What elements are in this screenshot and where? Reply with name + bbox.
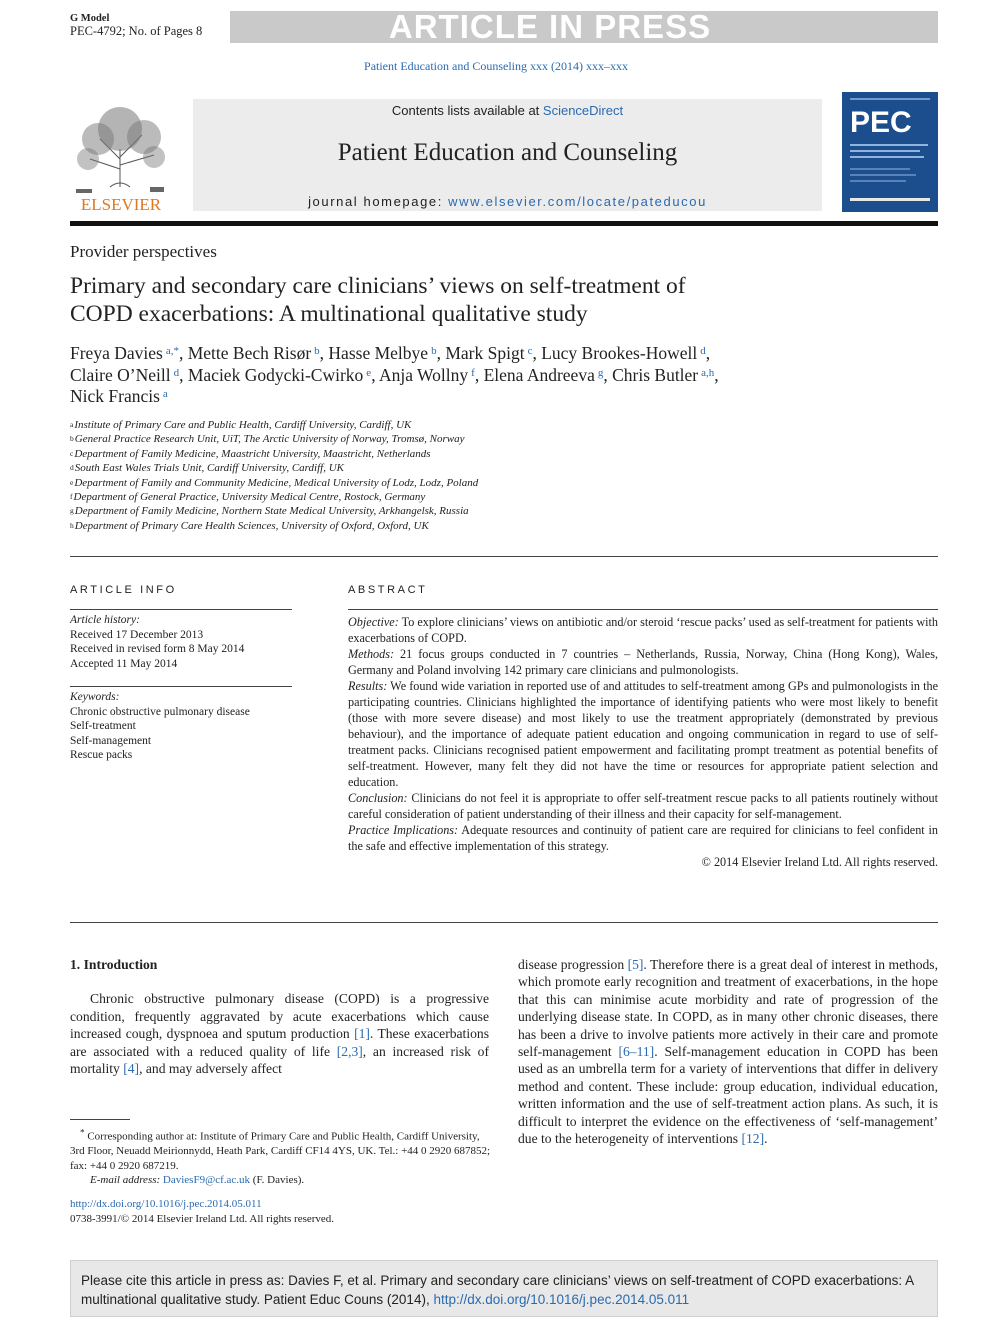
author-name: Claire O’Neill	[70, 364, 171, 385]
abstract-heading: ABSTRACT	[348, 584, 428, 596]
journal-reference: Patient Education and Counseling xxx (2014) xxx–xxx	[364, 59, 628, 73]
sciencedirect-link[interactable]: ScienceDirect	[542, 103, 624, 118]
author-affiliation-mark[interactable]: d	[173, 366, 180, 379]
cover-text-line	[850, 174, 916, 176]
elsevier-logo	[70, 99, 172, 213]
affiliation-list	[70, 418, 478, 533]
keyword: Self-treatment	[70, 720, 136, 732]
affiliation-text: General Practice Research Unit, UiT, The Arctic University of Norway, Tromsø, Norway	[74, 433, 465, 446]
footnote-star: *	[80, 1127, 85, 1137]
cover-text-line	[850, 144, 928, 146]
doi-block	[70, 1197, 334, 1227]
accepted-date: Accepted 11 May 2014	[70, 657, 178, 670]
section-label: Provider perspectives	[70, 242, 217, 261]
author-separator: ,	[714, 364, 719, 385]
body-text: . Self-management education in COPD has been used as an umbrella term for a variety of interventions that differ in delivery method and content. These include: group education, individual education, written information and the use of self-treatment action plans. As such, it is difficult to interpret the evidence on the effectiveness of ‘self-management’ due to the heterogeneity of interventions	[518, 1044, 938, 1147]
objective-label: Objective:	[348, 615, 399, 629]
affiliation-key: e	[70, 477, 74, 487]
affiliation	[70, 504, 478, 518]
author-separator: ,	[532, 343, 542, 363]
author-name: Hasse Melbye	[328, 343, 429, 363]
results-text: We found wide variation in reported use of and attitudes to self-treatment among GPs and pulmonologists in the participating countries. Clinicians highlighted the importance of identifying patients who were most likely to benefit (those with more severe disease) and most likely to use the treatment appropriately (demonstrated by previous behaviour), and the importance of adequate patient education and ongoing communication in regard to use of self-treatment packs. Clinicians recognised patient empowerment and facilitating prompt treatment as potential benefits of self-treatment. However, many felt they did not have the time or resources for appropriate patient selection and education.	[348, 679, 938, 789]
abstract-practice	[348, 822, 938, 854]
journal-title: Patient Education and Counseling	[337, 139, 678, 166]
cite-text: Please cite this article in press as: Davies F, et al. Primary and secondary care clinicians’ views on self-treatment of COPD exacerbations: A multinational qualitative study. Patient Educ Couns (2014),	[81, 1273, 914, 1307]
history-label: Article history:	[70, 614, 140, 626]
journal-cover	[842, 92, 938, 212]
body-text: , an increased risk of mortality	[70, 1043, 489, 1077]
practice-label: Practice Implications:	[348, 823, 459, 837]
affiliation-text: Department of General Practice, University Medical Centre, Rostock, Germany	[73, 491, 426, 504]
title-line-2: COPD exacerbations: A multinational qualitative study	[70, 301, 588, 327]
author-separator: ,	[474, 364, 484, 385]
cover-text-line	[850, 150, 920, 152]
body-column-left	[70, 956, 489, 1077]
affiliation	[70, 461, 478, 475]
author-affiliation-mark[interactable]: a,h	[701, 366, 715, 379]
author-affiliation-mark[interactable]: c	[527, 345, 533, 357]
results-label: Results:	[348, 679, 388, 693]
abstract-copyright: © 2014 Elsevier Ireland Ltd. All rights reserved.	[701, 855, 938, 869]
title-line-1: Primary and secondary care clinicians’ views on self-treatment of	[70, 273, 686, 299]
intro-heading: 1. Introduction	[70, 957, 158, 972]
author-name: Mette Bech Risør	[187, 343, 312, 363]
body-text: .	[764, 1131, 768, 1147]
affiliation-key: d	[70, 463, 74, 473]
contents-line	[193, 103, 822, 118]
conclusion-label: Conclusion:	[348, 791, 408, 805]
author-name: Anja Wollny	[378, 364, 469, 385]
body-text: Chronic obstructive pulmonary disease (COPD) is a progressive condition, frequently aggravated by acute exacerbations which cause increased cough, dyspnoea and sputum production	[70, 991, 489, 1042]
author-affiliation-mark[interactable]: e	[366, 366, 372, 379]
abstract-results	[348, 678, 938, 790]
affiliation	[70, 432, 478, 446]
author-separator: ,	[371, 364, 379, 385]
divider	[70, 922, 938, 923]
received-date: Received 17 December 2013	[70, 628, 204, 641]
author-affiliation-mark[interactable]: b	[431, 345, 437, 357]
objective-text: To explore clinicians’ views on antibiotic and/or steroid ‘rescue packs’ used as self-treatment for patients with exacerbations of COPD.	[348, 615, 938, 645]
keywords	[70, 690, 250, 763]
affiliation	[70, 490, 478, 504]
article-title	[70, 272, 830, 328]
author-separator: ,	[179, 364, 188, 385]
author-affiliation-mark[interactable]: d	[700, 345, 706, 357]
author-list	[70, 343, 870, 408]
practice-text: Adequate resources and continuity of patient care are required for clinicians to feel confident in the safe and effective implementation of this strategy.	[348, 823, 939, 853]
corresponding-author-footnote	[70, 1125, 492, 1188]
cite-notice	[70, 1260, 938, 1317]
affiliation	[70, 418, 478, 432]
homepage-prefix: journal homepage:	[308, 194, 449, 209]
divider	[70, 609, 292, 610]
author-name: Mark Spigt	[445, 343, 525, 363]
journal-masthead	[193, 99, 822, 211]
cover-text-line	[850, 168, 910, 170]
affiliation-key: g	[70, 506, 74, 516]
citation-link[interactable]: [5]	[627, 957, 644, 972]
cover-footer-line	[850, 198, 930, 201]
conclusion-text: Clinicians do not feel it is appropriate to offer self-treatment rescue packs to all patients routinely without careful consideration of patient understanding of their illness and their capacity for self-management.	[348, 791, 938, 821]
affiliation-key: a	[70, 420, 74, 429]
affiliation-text: South East Wales Trials Unit, Cardiff University, Cardiff, UK	[74, 462, 344, 475]
cover-header-line	[850, 98, 930, 100]
body-text: . These exacerbations are associated with a reduced quality of life	[70, 1026, 489, 1059]
abstract-body	[348, 614, 938, 870]
keyword: Chronic obstructive pulmonary disease	[70, 705, 250, 718]
journal-homepage	[193, 194, 822, 209]
affiliation	[70, 519, 478, 533]
author-name: Chris Butler	[612, 364, 699, 385]
divider	[70, 686, 292, 687]
author-separator: ,	[705, 343, 711, 363]
contents-prefix: Contents lists available at	[391, 103, 543, 118]
abstract-conclusion	[348, 790, 938, 822]
footnote-rule	[70, 1119, 130, 1120]
author-separator: ,	[178, 343, 188, 363]
revised-date: Received in revised form 8 May 2014	[70, 643, 245, 655]
citation-link[interactable]: [6–11]	[618, 1044, 655, 1060]
email-suffix: (F. Davies).	[250, 1174, 305, 1187]
affiliation-text: Department of Family Medicine, Northern State Medical University, Arkhangelsk, Russia	[74, 505, 469, 518]
author-affiliation-mark[interactable]: a,*	[165, 345, 179, 357]
author-affiliation-mark[interactable]: f	[471, 366, 475, 379]
author-affiliation-mark[interactable]: g	[597, 366, 604, 379]
author-affiliation-mark[interactable]: b	[314, 345, 320, 357]
divider	[70, 556, 938, 557]
author-name: Elena Andreeva	[483, 364, 595, 385]
body-text: , and may adversely affect	[139, 1061, 282, 1077]
affiliation-text: Institute of Primary Care and Public Health, Cardiff University, Cardiff, UK	[74, 419, 412, 431]
masthead-rule	[70, 221, 938, 226]
affiliation-key: h	[70, 520, 74, 530]
doi-link[interactable]: http://dx.doi.org/10.1016/j.pec.2014.05.011	[70, 1198, 262, 1210]
abstract-objective	[348, 614, 938, 646]
intro-paragraph	[70, 990, 489, 1077]
cover-logo: PEC	[850, 106, 912, 139]
banner-text: ARTICLE IN PRESS	[388, 8, 712, 45]
body-column-right	[518, 956, 938, 1147]
article-in-press-banner	[230, 8, 938, 45]
keyword: Rescue packs	[70, 749, 133, 761]
author-separator: ,	[603, 364, 613, 385]
gmodel-label: G Model	[70, 13, 110, 24]
affiliation-key: f	[70, 492, 73, 502]
author-separator: ,	[436, 343, 446, 363]
citation-link[interactable]: [1]	[354, 1026, 370, 1042]
cite-doi-link[interactable]: http://dx.doi.org/10.1016/j.pec.2014.05.011	[433, 1292, 690, 1307]
homepage-link[interactable]: www.elsevier.com/locate/pateducou	[448, 194, 707, 209]
affiliation-text: Department of Family Medicine, Maastricht University, Maastricht, Netherlands	[74, 447, 431, 460]
citation-link[interactable]: [2,3]	[336, 1043, 363, 1059]
author-name: Nick Francis	[70, 386, 160, 406]
abstract-methods	[348, 646, 938, 678]
article-history	[70, 613, 244, 671]
affiliation	[70, 447, 478, 461]
email-label: E-mail address:	[90, 1174, 161, 1187]
body-text: disease progression	[518, 957, 628, 972]
affiliation-key: c	[70, 448, 74, 458]
author-affiliation-mark[interactable]: a	[162, 388, 168, 400]
body-text: . Therefore there is a great deal of interest in methods, which promote early recognition and treatment of exacerbations, in the hope that this can minimise acute morbidity and rate of progression of the underlying disease state. In COPD, as in many other chronic diseases, there has been a drive to involve patients more actively in their care and promote self-management	[518, 957, 938, 1060]
author-separator: ,	[319, 343, 329, 363]
intro-paragraph-continued	[518, 956, 938, 1147]
affiliation-text: Department of Family and Community Medicine, Medical University of Lodz, Lodz, Poland	[74, 476, 479, 489]
author-name: Lucy Brookes-Howell	[541, 343, 698, 363]
citation-link[interactable]: [12]	[741, 1131, 765, 1147]
keyword: Self-management	[70, 734, 152, 747]
affiliation	[70, 476, 478, 490]
pec-code: PEC-4792; No. of Pages 8	[70, 24, 203, 38]
author-name: Maciek Godycki-Cwirko	[187, 364, 364, 385]
methods-text: 21 focus groups conducted in 7 countries – Netherlands, Russia, Norway, China (Hong Kong), Wales, Germany and Poland involving 142 primary care clinicians and pulmonologists.	[348, 647, 938, 677]
affiliation-text: Department of Primary Care Health Sciences, University of Oxford, Oxford, UK	[74, 519, 429, 532]
author-name: Freya Davies	[70, 343, 163, 363]
citation-link[interactable]: [4]	[123, 1061, 140, 1077]
affiliation-key: b	[70, 434, 74, 444]
email-link[interactable]: DaviesF9@cf.ac.uk	[162, 1174, 251, 1187]
elsevier-wordmark: ELSEVIER	[80, 195, 162, 213]
keywords-label: Keywords:	[70, 691, 120, 703]
issn-copyright: 0738-3991/© 2014 Elsevier Ireland Ltd. All rights reserved.	[70, 1213, 335, 1225]
divider	[348, 609, 938, 610]
corresponding-text: Corresponding author at: Institute of Primary Care and Public Health, Cardiff University, 3rd Floor, Neuadd Meirionnydd, Heath Park, Cardiff CF14 4YS, UK. Tel.: +44 0 2920 687852; fax: +44 0 2920 687219.	[70, 1130, 491, 1172]
cover-text-line	[850, 180, 906, 182]
methods-label: Methods:	[348, 647, 395, 661]
article-info-heading: ARTICLE INFO	[70, 584, 177, 596]
cover-text-line	[850, 156, 924, 158]
